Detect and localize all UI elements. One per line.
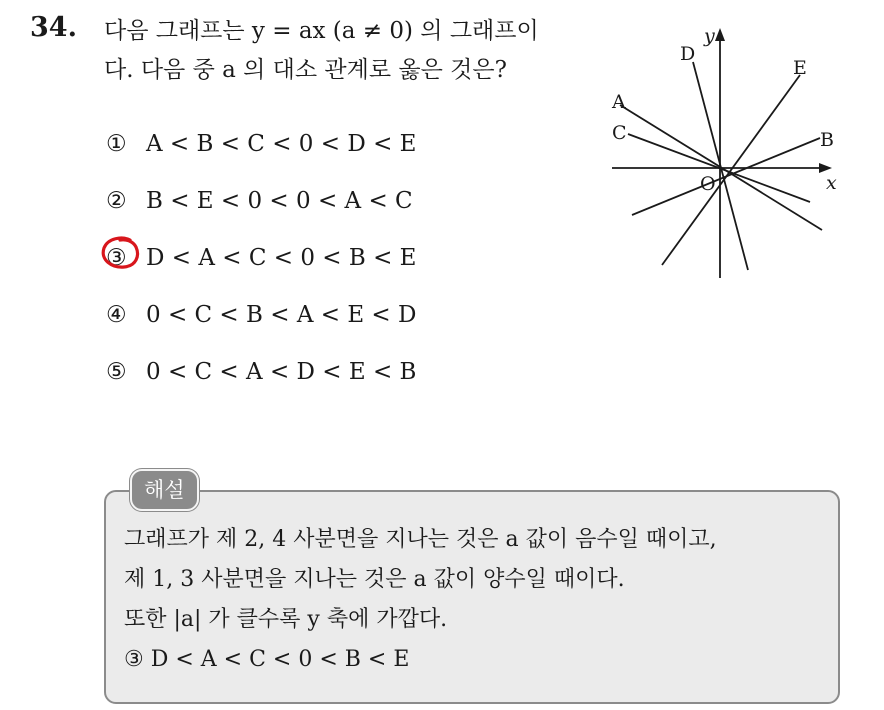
explanation-text [124,520,834,680]
choice-number: ⑤ [106,359,127,385]
choice-text: D < A < C < 0 < B < E [146,245,417,271]
question-line-1: 다음 그래프는 y = ax (a ≠ 0) 의 그래프이 [104,18,539,44]
choice-number: ④ [106,302,127,328]
choice-text: A < B < C < 0 < D < E [146,131,417,157]
label-C: C [612,122,627,144]
label-B: B [820,129,834,151]
x-axis-label: x [826,172,837,194]
choice-3[interactable] [106,241,416,275]
explanation-line-3: 또한 |a| 가 클수록 y 축에 가깝다. [124,607,448,632]
choice-number: ② [106,188,127,214]
choice-text: 0 < C < B < A < E < D [146,302,417,328]
explanation-line-2: 제 1, 3 사분면을 지나는 것은 a 값이 양수일 때이다. [124,567,625,592]
question-number: 34. [30,12,77,43]
choice-1[interactable] [106,127,416,161]
explanation-line-4: ③ D < A < C < 0 < B < E [124,647,410,672]
choice-text: 0 < C < A < D < E < B [146,359,417,385]
y-axis-label: y [704,25,715,47]
question-line-2: 다. 다음 중 a 의 대소 관계로 옳은 것은? [104,57,507,83]
explanation-line-1: 그래프가 제 2, 4 사분면을 지나는 것은 a 값이 음수일 때이고, [124,527,717,552]
label-D: D [680,43,696,65]
label-A: A [612,91,626,113]
origin-label: O [700,173,716,195]
line-E [662,75,800,265]
choice-4[interactable] [106,298,416,332]
linear-graph-figure [600,20,850,285]
answer-circle-mark [100,234,142,272]
question-text [104,12,594,90]
choice-text: B < E < 0 < 0 < A < C [146,188,413,214]
choice-number: ① [106,131,127,157]
choice-5[interactable] [106,355,416,389]
choice-number: ③ [106,245,127,271]
y-axis-arrow-icon [715,28,725,41]
label-E: E [793,57,807,79]
explanation-label: 해설 [130,469,199,511]
choice-2[interactable] [106,184,413,218]
